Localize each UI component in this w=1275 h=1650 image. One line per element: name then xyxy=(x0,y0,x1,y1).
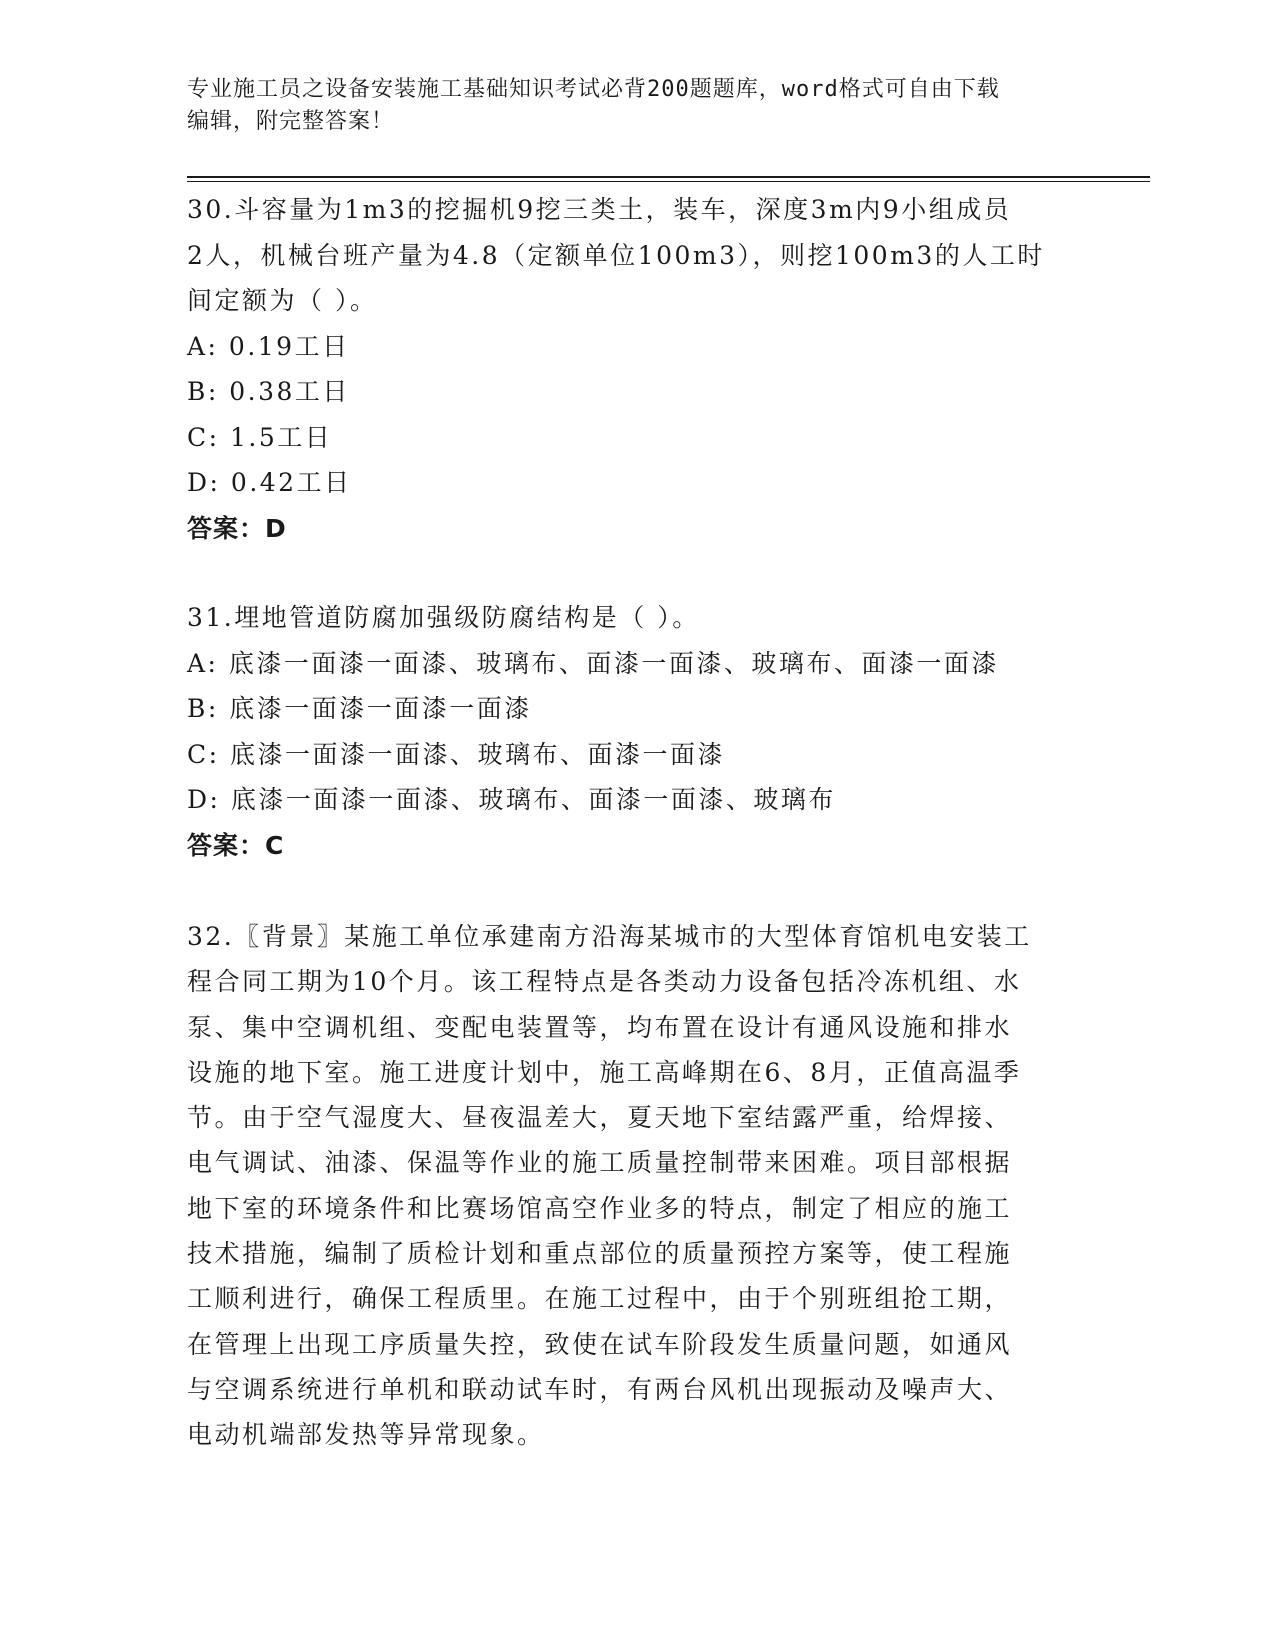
option-c: C: 底漆一面漆一面漆、玻璃布、面漆一面漆 xyxy=(187,739,725,769)
question-text-line: 31.埋地管道防腐加强级防腐结构是（ ）。 xyxy=(187,603,700,632)
question-text-line: 电动机端部发热等异常现象。 xyxy=(187,1420,545,1450)
header-divider-thin xyxy=(187,181,1150,182)
header-title-line-2: 编辑，附完整答案！ xyxy=(187,109,395,134)
question-text-line: 地下室的环境条件和比赛场馆高空作业多的特点，制定了相应的施工 xyxy=(187,1193,1013,1223)
option-d: D: 0.42工日 xyxy=(187,468,352,497)
question-text-line: 技术措施，编制了质检计划和重点部位的质量预控方案等，使工程施 xyxy=(187,1239,1013,1269)
question-text-line: 程合同工期为10个月。该工程特点是各类动力设备包括冷冻机组、水 xyxy=(187,967,1022,997)
question-text-line: 设施的地下室。施工进度计划中，施工高峰期在6、8月，正值高温季 xyxy=(187,1057,1022,1087)
option-b: B: 底漆一面漆一面漆一面漆 xyxy=(187,694,532,723)
question-31 xyxy=(187,595,1087,868)
document-header xyxy=(187,74,1067,138)
question-30 xyxy=(187,187,1087,551)
option-b: B: 0.38工日 xyxy=(187,377,350,406)
question-text-line: 节。由于空气湿度大、昼夜温差大，夏天地下室结露严重，给焊接、 xyxy=(187,1103,1013,1133)
header-title-line-1: 专业施工员之设备安装施工基础知识考试必背200题题库，word格式可自由下载 xyxy=(187,77,1000,102)
option-a: A: 0.19工日 xyxy=(187,331,350,361)
question-text-line: 电气调试、油漆、保温等作业的施工质量控制带来困难。项目部根据 xyxy=(187,1148,1013,1178)
option-c: C: 1.5工日 xyxy=(187,422,333,452)
question-text-line: 30.斗容量为1m3的挖掘机9挖三类土，装车，深度3m内9小组成员 xyxy=(187,195,1012,224)
question-text-line: 在管理上出现工序质量失控，致使在试车阶段发生质量问题，如通风 xyxy=(187,1329,1013,1359)
question-text-line: 与空调系统进行单机和联动试车时，有两台风机出现振动及噪声大、 xyxy=(187,1374,1013,1404)
question-text-line: 工顺利进行，确保工程质里。在施工过程中，由于个别班组抢工期， xyxy=(187,1284,1013,1314)
question-text-line: 间定额为（ ）。 xyxy=(187,286,378,315)
question-text-line: 泵、集中空调机组、变配电装置等，均布置在设计有通风设施和排水 xyxy=(187,1012,1013,1042)
option-d: D: 底漆一面漆一面漆、玻璃布、面漆一面漆、玻璃布 xyxy=(187,785,836,814)
option-a: A: 底漆一面漆一面漆、玻璃布、面漆一面漆、玻璃布、面漆一面漆 xyxy=(187,648,999,678)
question-32 xyxy=(187,914,1087,1458)
header-divider-thick xyxy=(187,176,1150,178)
answer-line: 答案：D xyxy=(187,513,287,543)
question-text-line: 2人，机械台班产量为4.8（定额单位100m3），则挖100m3的人工时 xyxy=(187,240,1045,270)
question-text-line: 32.〖背景〗某施工单位承建南方沿海某城市的大型体育馆机电安装工 xyxy=(187,922,1032,951)
answer-line: 答案：C xyxy=(187,830,285,860)
